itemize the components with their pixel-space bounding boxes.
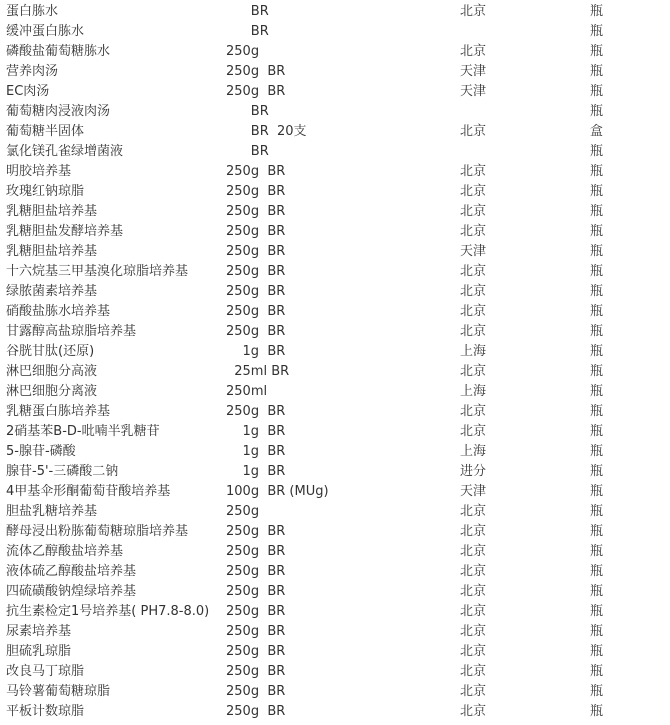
- product-name: 5-腺苷-磷酸: [6, 444, 76, 459]
- table-row: [0, 142, 670, 162]
- table-row: [0, 582, 670, 602]
- table-row: [0, 322, 670, 342]
- product-origin: 天津: [460, 244, 487, 259]
- product-spec: BR: [226, 24, 269, 39]
- product-unit: 瓶: [590, 624, 604, 639]
- product-name: 淋巴细胞分高液: [6, 364, 98, 379]
- table-row: [0, 102, 670, 122]
- table-row: [0, 562, 670, 582]
- table-row: [0, 382, 670, 402]
- product-origin: 北京: [460, 644, 487, 659]
- table-row: [0, 342, 670, 362]
- product-origin: 北京: [460, 404, 487, 419]
- product-origin: 天津: [460, 84, 487, 99]
- product-spec: BR: [226, 4, 269, 19]
- product-unit: 瓶: [590, 144, 604, 159]
- product-origin: 天津: [460, 64, 487, 79]
- product-unit: 瓶: [590, 244, 604, 259]
- product-origin: 北京: [460, 584, 487, 599]
- product-name: 玫瑰红钠琼脂: [6, 184, 85, 199]
- product-unit: 瓶: [590, 544, 604, 559]
- product-spec: 250g BR: [226, 304, 286, 319]
- product-name: 液体硫乙醇酸盐培养基: [6, 564, 137, 579]
- product-origin: 北京: [460, 364, 487, 379]
- product-name: 马铃薯葡萄糖琼脂: [6, 684, 111, 699]
- product-spec: 250g BR: [226, 624, 286, 639]
- product-name: 2硝基苯B-D-吡喃半乳糖苷: [6, 424, 160, 439]
- product-name: 流体乙醇酸盐培养基: [6, 544, 124, 559]
- product-unit: 瓶: [590, 604, 604, 619]
- product-unit: 瓶: [590, 224, 604, 239]
- table-row: [0, 242, 670, 262]
- product-origin: 北京: [460, 604, 487, 619]
- product-origin: 北京: [460, 4, 487, 19]
- table-row: [0, 482, 670, 502]
- product-unit: 瓶: [590, 564, 604, 579]
- product-spec: 25ml BR: [226, 364, 290, 379]
- product-spec: 250g BR: [226, 204, 286, 219]
- product-spec: 250g BR: [226, 64, 286, 79]
- product-origin: 天津: [460, 484, 487, 499]
- table-row: [0, 282, 670, 302]
- table-row: [0, 82, 670, 102]
- product-unit: 瓶: [590, 504, 604, 519]
- product-unit: 瓶: [590, 404, 604, 419]
- product-spec: 1g BR: [226, 464, 286, 479]
- product-origin: 北京: [460, 204, 487, 219]
- product-spec: 250g BR: [226, 704, 286, 719]
- product-name: 明胶培养基: [6, 164, 72, 179]
- product-unit: 瓶: [590, 324, 604, 339]
- table-row: [0, 542, 670, 562]
- product-origin: 进分: [460, 464, 487, 479]
- product-origin: 北京: [460, 564, 487, 579]
- product-origin: 北京: [460, 544, 487, 559]
- product-origin: [460, 142, 540, 162]
- product-spec: 250g BR: [226, 284, 286, 299]
- product-origin: 北京: [460, 284, 487, 299]
- product-unit: 瓶: [590, 264, 604, 279]
- product-origin: 上海: [460, 384, 487, 399]
- product-unit: 瓶: [590, 84, 604, 99]
- product-spec: 250g: [226, 504, 260, 519]
- product-origin: 北京: [460, 224, 487, 239]
- table-row: [0, 442, 670, 462]
- product-spec: 250g BR: [226, 524, 286, 539]
- table-row: [0, 682, 670, 702]
- product-unit: 瓶: [590, 484, 604, 499]
- product-spec: 1g BR: [226, 344, 286, 359]
- product-spec: BR: [226, 144, 269, 159]
- product-unit: 瓶: [590, 444, 604, 459]
- product-origin: 北京: [460, 424, 487, 439]
- product-name: 改良马丁琼脂: [6, 664, 85, 679]
- product-origin: 北京: [460, 624, 487, 639]
- product-name: 磷酸盐葡萄糖胨水: [6, 44, 111, 59]
- product-spec: 1g BR: [226, 444, 286, 459]
- product-name: 缓冲蛋白胨水: [6, 24, 85, 39]
- product-unit: 瓶: [590, 704, 604, 719]
- product-origin: 北京: [460, 124, 487, 139]
- product-name: 乳糖胆盐培养基: [6, 244, 98, 259]
- product-spec: 250g BR: [226, 644, 286, 659]
- product-origin: 北京: [460, 524, 487, 539]
- product-spec: 250g BR: [226, 244, 286, 259]
- product-origin: [460, 102, 540, 122]
- product-origin: 北京: [460, 164, 487, 179]
- product-unit: 瓶: [590, 104, 604, 119]
- product-unit: 瓶: [590, 664, 604, 679]
- table-row: [0, 122, 670, 142]
- product-unit: 瓶: [590, 464, 604, 479]
- product-unit: 瓶: [590, 344, 604, 359]
- table-row: [0, 262, 670, 282]
- table-row: [0, 62, 670, 82]
- product-unit: 瓶: [590, 524, 604, 539]
- product-spec: 250ml: [226, 384, 268, 399]
- product-name: 尿素培养基: [6, 624, 72, 639]
- table-row: [0, 522, 670, 542]
- product-spec: 250g BR: [226, 584, 286, 599]
- product-spec: 250g BR: [226, 84, 286, 99]
- product-origin: 北京: [460, 324, 487, 339]
- table-row: [0, 422, 670, 442]
- product-origin: 北京: [460, 264, 487, 279]
- product-spec: 250g BR: [226, 264, 286, 279]
- product-unit: 瓶: [590, 24, 604, 39]
- product-spec: 250g BR: [226, 324, 286, 339]
- product-origin: 上海: [460, 344, 487, 359]
- product-unit: 瓶: [590, 164, 604, 179]
- table-row: [0, 602, 670, 622]
- table-row: [0, 182, 670, 202]
- product-origin: 北京: [460, 704, 487, 719]
- table-row: [0, 622, 670, 642]
- product-name: 四硫磺酸钠煌绿培养基: [6, 584, 137, 599]
- product-origin: 北京: [460, 44, 487, 59]
- product-origin: [460, 22, 540, 42]
- product-spec: BR: [226, 104, 269, 119]
- product-unit: 瓶: [590, 684, 604, 699]
- product-origin: 北京: [460, 684, 487, 699]
- product-name: EC肉汤: [6, 84, 50, 99]
- product-spec: 250g BR: [226, 164, 286, 179]
- product-name: 4甲基伞形酮葡萄苷酸培养基: [6, 484, 171, 499]
- table-row: [0, 402, 670, 422]
- product-origin: 北京: [460, 304, 487, 319]
- product-unit: 瓶: [590, 4, 604, 19]
- product-unit: 瓶: [590, 204, 604, 219]
- product-spec: BR 20支: [226, 124, 307, 139]
- product-name: 谷胱甘肽(还原): [6, 344, 95, 359]
- table-row: [0, 162, 670, 182]
- product-spec: 250g BR: [226, 544, 286, 559]
- product-name: 酵母浸出粉胨葡萄糖琼脂培养基: [6, 524, 189, 539]
- product-name: 营养肉汤: [6, 64, 59, 79]
- product-table: [0, 2, 670, 722]
- product-name: 葡萄糖半固体: [6, 124, 85, 139]
- product-name: 甘露醇高盐琼脂培养基: [6, 324, 137, 339]
- product-name: 十六烷基三甲基溴化琼脂培养基: [6, 264, 189, 279]
- table-row: [0, 302, 670, 322]
- table-row: [0, 42, 670, 62]
- product-spec: 250g BR: [226, 184, 286, 199]
- product-name: 平板计数琼脂: [6, 704, 85, 719]
- product-name: 胆盐乳糖培养基: [6, 504, 98, 519]
- table-row: [0, 202, 670, 222]
- product-origin: 北京: [460, 664, 487, 679]
- product-unit: 瓶: [590, 64, 604, 79]
- product-unit: 瓶: [590, 364, 604, 379]
- product-spec: 250g BR: [226, 664, 286, 679]
- product-name: 绿脓菌素培养基: [6, 284, 98, 299]
- product-unit: 瓶: [590, 184, 604, 199]
- product-spec: 1g BR: [226, 424, 286, 439]
- table-row: [0, 22, 670, 42]
- product-name: 乳糖蛋白胨培养基: [6, 404, 111, 419]
- product-spec: 250g BR: [226, 564, 286, 579]
- product-origin: 北京: [460, 184, 487, 199]
- product-unit: 瓶: [590, 424, 604, 439]
- product-name: 乳糖胆盐培养基: [6, 204, 98, 219]
- table-row: [0, 462, 670, 482]
- product-name: 腺苷-5'-三磷酸二钠: [6, 464, 119, 479]
- table-row: [0, 2, 670, 22]
- product-name: 蛋白胨水: [6, 4, 59, 19]
- product-name: 淋巴细胞分离液: [6, 384, 98, 399]
- product-spec: 100g BR (MUg): [226, 484, 329, 499]
- table-row: [0, 362, 670, 382]
- table-row: [0, 662, 670, 682]
- product-unit: 盒: [590, 124, 604, 139]
- product-name: 胆硫乳琼脂: [6, 644, 72, 659]
- product-unit: 瓶: [590, 384, 604, 399]
- product-name: 抗生素检定1号培养基( PH7.8-8.0): [6, 604, 210, 619]
- product-spec: 250g BR: [226, 404, 286, 419]
- table-row: [0, 222, 670, 242]
- product-unit: 瓶: [590, 284, 604, 299]
- table-row: [0, 642, 670, 662]
- product-unit: 瓶: [590, 44, 604, 59]
- product-unit: 瓶: [590, 584, 604, 599]
- table-row: [0, 702, 670, 722]
- product-name: 乳糖胆盐发酵培养基: [6, 224, 124, 239]
- product-origin: 上海: [460, 444, 487, 459]
- table-row: [0, 502, 670, 522]
- product-unit: 瓶: [590, 304, 604, 319]
- product-spec: 250g: [226, 44, 260, 59]
- product-name: 氯化镁孔雀绿增菌液: [6, 144, 124, 159]
- product-spec: 250g BR: [226, 224, 286, 239]
- product-unit: 瓶: [590, 644, 604, 659]
- product-spec: 250g BR: [226, 604, 286, 619]
- product-name: 葡萄糖肉浸液肉汤: [6, 104, 111, 119]
- product-name: 硝酸盐胨水培养基: [6, 304, 111, 319]
- product-spec: 250g BR: [226, 684, 286, 699]
- product-origin: 北京: [460, 504, 487, 519]
